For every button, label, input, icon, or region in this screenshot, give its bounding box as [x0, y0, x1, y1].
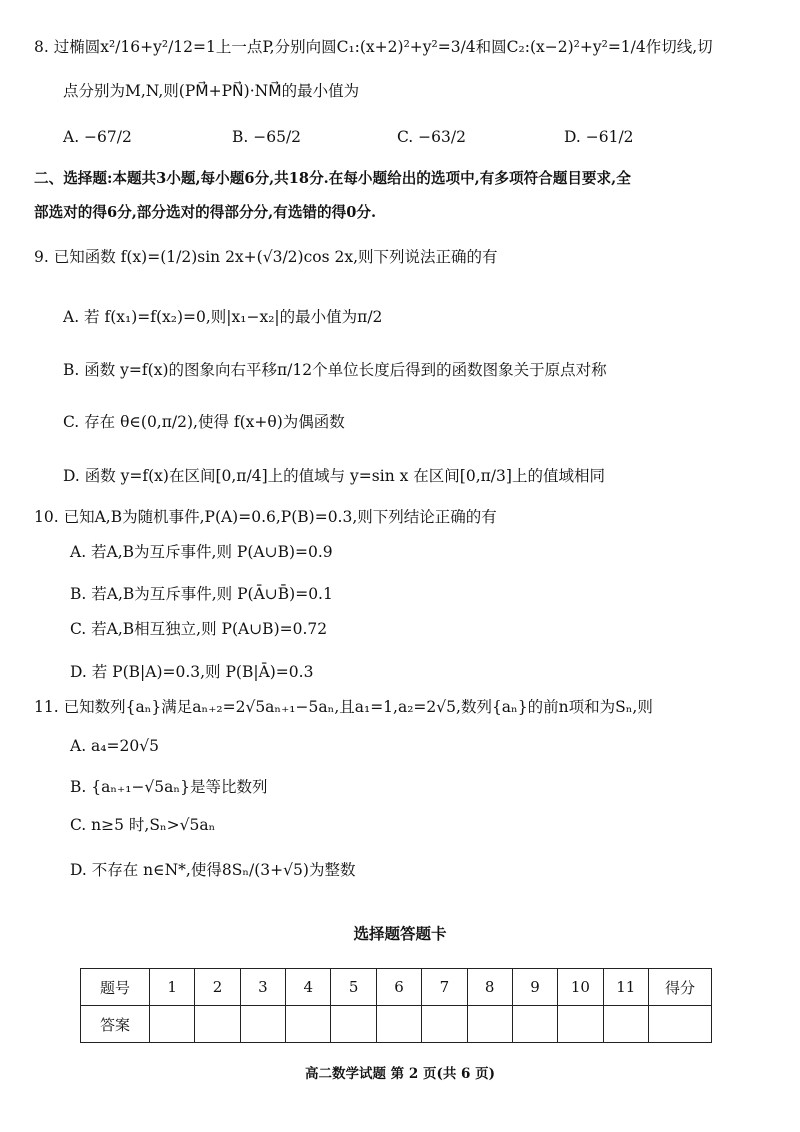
q9-stem: 9. 已知函数 f(x)=(1/2)sin 2x+(√3/2)cos 2x,则下列说法正确的有: [34, 248, 498, 266]
header-cell-2: 2: [195, 969, 240, 1006]
header-cell-5: 5: [331, 969, 376, 1006]
answer-cell-6[interactable]: [376, 1006, 421, 1043]
q9-option-c: C. 存在 θ∈(0,π/2),使得 f(x+θ)为偶函数: [63, 413, 345, 431]
answer-cell-score[interactable]: [649, 1006, 712, 1043]
header-cell-1: 1: [150, 969, 195, 1006]
q11-option-b: B. {aₙ₊₁−√5aₙ}是等比数列: [70, 778, 268, 796]
q8-option-a: A. −67/2: [63, 128, 132, 146]
answer-cell-2[interactable]: [195, 1006, 240, 1043]
q10-option-d: D. 若 P(B|A)=0.3,则 P(B|Ā)=0.3: [70, 663, 314, 681]
q11-option-d: D. 不存在 n∈N*,使得8Sₙ/(3+√5)为整数: [70, 861, 356, 879]
section2-heading-line2: 部选对的得6分,部分选对的得部分分,有选错的得0分.: [34, 204, 377, 221]
q11-stem: 11. 已知数列{aₙ}满足aₙ₊₂=2√5aₙ₊₁−5aₙ,且a₁=1,a₂=2√5,数列{aₙ}的前n项和为Sₙ,则: [34, 698, 653, 716]
header-cell-9: 9: [512, 969, 557, 1006]
q9-option-b: B. 函数 y=f(x)的图象向右平移π/12个单位长度后得到的函数图象关于原点对称: [63, 361, 607, 379]
q8-stem-line2: 点分别为M,N,则(PM⃗+PN⃗)·NM⃗的最小值为: [63, 82, 360, 100]
q8-option-d: D. −61/2: [564, 128, 634, 146]
answer-cell-9[interactable]: [512, 1006, 557, 1043]
header-cell-7: 7: [422, 969, 467, 1006]
q9-option-a: A. 若 f(x₁)=f(x₂)=0,则|x₁−x₂|的最小值为π/2: [63, 308, 383, 326]
answer-card-table: [80, 968, 712, 1043]
answer-row-label: 答案: [81, 1006, 150, 1043]
answer-cell-8[interactable]: [467, 1006, 512, 1043]
answer-cell-10[interactable]: [558, 1006, 603, 1043]
answer-cell-4[interactable]: [286, 1006, 331, 1043]
q10-option-b: B. 若A,B为互斥事件,则 P(Ā∪B̄)=0.1: [70, 585, 333, 603]
answer-cell-5[interactable]: [331, 1006, 376, 1043]
q10-stem: 10. 已知A,B为随机事件,P(A)=0.6,P(B)=0.3,则下列结论正确的有: [34, 508, 497, 526]
answer-card-title: 选择题答题卡: [353, 924, 447, 943]
answer-card-header-row: [81, 969, 712, 1006]
section2-heading-line1: 二、选择题:本题共3小题,每小题6分,共18分.在每小题给出的选项中,有多项符合题目要求,全: [34, 170, 631, 187]
header-cell-8: 8: [467, 969, 512, 1006]
answer-cell-7[interactable]: [422, 1006, 467, 1043]
q9-option-d: D. 函数 y=f(x)在区间[0,π/4]上的值域与 y=sin x 在区间[0,π/3]上的值域相同: [63, 467, 605, 485]
header-cell-3: 3: [240, 969, 285, 1006]
page-footer: 高二数学试题 第 2 页(共 6 页): [304, 1066, 496, 1082]
header-cell-score: 得分: [649, 969, 712, 1006]
q8-option-b: B. −65/2: [232, 128, 302, 146]
answer-cell-1[interactable]: [150, 1006, 195, 1043]
answer-card-answer-row: [81, 1006, 712, 1043]
q11-option-c: C. n≥5 时,Sₙ>√5aₙ: [70, 816, 216, 834]
header-cell-6: 6: [376, 969, 421, 1006]
answer-cell-3[interactable]: [240, 1006, 285, 1043]
q10-option-a: A. 若A,B为互斥事件,则 P(A∪B)=0.9: [70, 543, 333, 561]
header-cell-4: 4: [286, 969, 331, 1006]
q10-option-c: C. 若A,B相互独立,则 P(A∪B)=0.72: [70, 620, 328, 638]
header-cell-question-number: 题号: [81, 969, 150, 1006]
q8-stem-line1: 8. 过椭圆x²/16+y²/12=1上一点P,分别向圆C₁:(x+2)²+y²=3/4和圆C₂:(x−2)²+y²=1/4作切线,切: [34, 38, 713, 56]
answer-cell-11[interactable]: [603, 1006, 648, 1043]
q11-option-a: A. a₄=20√5: [70, 737, 159, 755]
header-cell-11: 11: [603, 969, 648, 1006]
header-cell-10: 10: [558, 969, 603, 1006]
q8-option-c: C. −63/2: [397, 128, 466, 146]
